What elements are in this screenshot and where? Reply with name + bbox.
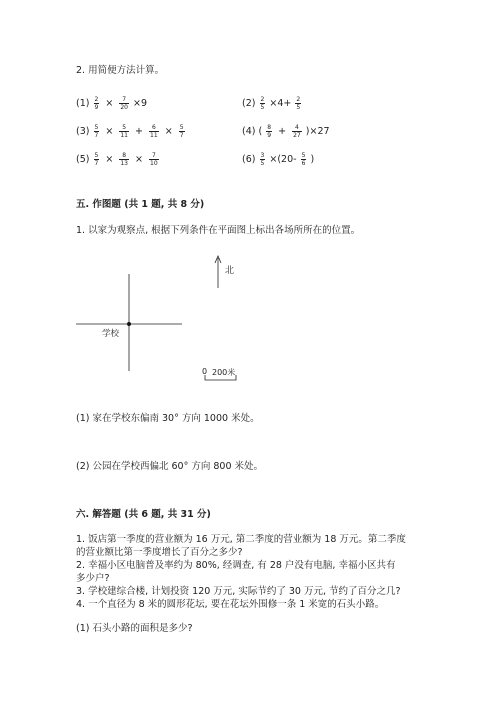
fraction: $\frac{2}{5}$ (260, 96, 265, 111)
sub-question: (1) 石头小路的面积是多少? (76, 623, 193, 634)
question-text: 1. 以家为观察点, 根据下列条件在平面图上标出各场所所在的位置。 (76, 225, 361, 236)
question-text: 1. 饭店第一季度的营业额为 16 万元, 第二季度的营业额为 18 万元。第二季度 (76, 534, 406, 545)
scale-label: 200米 (212, 368, 236, 377)
scale-zero-label: 0 (202, 367, 208, 376)
problem-4: (4) ( $\frac{8}{9}$ + $\frac{4}{27}$ )×27 (242, 124, 330, 139)
question-text: 的营业额比第一季度增长了百分之多少? (76, 547, 243, 558)
problem-2: (2) $\frac{2}{5}$ ×4+ $\frac{2}{5}$ (242, 96, 301, 111)
question-text: 3. 学校建综合楼, 计划投资 120 万元, 实际节约了 30 万元, 节约了百分之几? (76, 586, 401, 597)
north-label: 北 (225, 266, 235, 276)
fraction: $\frac{5}{11}$ (120, 124, 128, 139)
fraction: $\frac{4}{27}$ (293, 124, 301, 139)
fraction: $\frac{5}{7}$ (94, 124, 99, 139)
fraction: $\frac{8}{13}$ (120, 152, 128, 167)
fraction: $\frac{2}{5}$ (296, 96, 301, 111)
problem-1: (1) $\frac{2}{9}$ × $\frac{7}{20}$ ×9 (76, 96, 148, 111)
fraction: $\frac{8}{9}$ (267, 124, 272, 139)
school-point (127, 322, 131, 326)
fraction: $\frac{2}{9}$ (94, 96, 99, 111)
problem-6: (6) $\frac{3}{5}$ ×(20- $\frac{5}{6}$ ) (242, 152, 315, 167)
fraction: $\frac{7}{10}$ (150, 152, 158, 167)
question-text: 2. 幸福小区电脑普及率约为 80%, 经调查, 有 28 户没有电脑, 幸福小区共有 (76, 560, 396, 571)
sub-question: (2) 公园在学校西偏北 60° 方向 800 米处。 (76, 461, 264, 472)
fraction: $\frac{5}{7}$ (179, 124, 184, 139)
problem-5: (5) $\frac{5}{7}$ × $\frac{8}{13}$ × $\frac{7}{10}$ (76, 152, 158, 167)
fraction: $\frac{5}{6}$ (301, 152, 306, 167)
fraction: $\frac{6}{11}$ (150, 124, 158, 139)
problem-3: (3) $\frac{5}{7}$ × $\frac{5}{11}$ + $\frac{6}{11}$ × $\frac{5}{7}$ (76, 124, 184, 139)
section-heading: 六. 解答题 (共 6 题, 共 31 分) (76, 509, 211, 520)
fraction: $\frac{7}{20}$ (120, 96, 128, 111)
sub-question: (1) 家在学校东偏南 30° 方向 1000 米处。 (76, 413, 260, 424)
school-label: 学校 (102, 329, 120, 339)
question-text: 多少户? (76, 573, 110, 584)
fraction: $\frac{3}{5}$ (260, 152, 265, 167)
question-title: 2. 用简便方法计算。 (76, 65, 165, 76)
fraction: $\frac{5}{7}$ (94, 152, 99, 167)
section-heading: 五. 作图题 (共 1 题, 共 8 分) (76, 199, 205, 210)
question-text: 4. 一个直径为 8 米的圆形花坛, 要在花坛外围修一条 1 米宽的石头小路。 (76, 599, 385, 610)
